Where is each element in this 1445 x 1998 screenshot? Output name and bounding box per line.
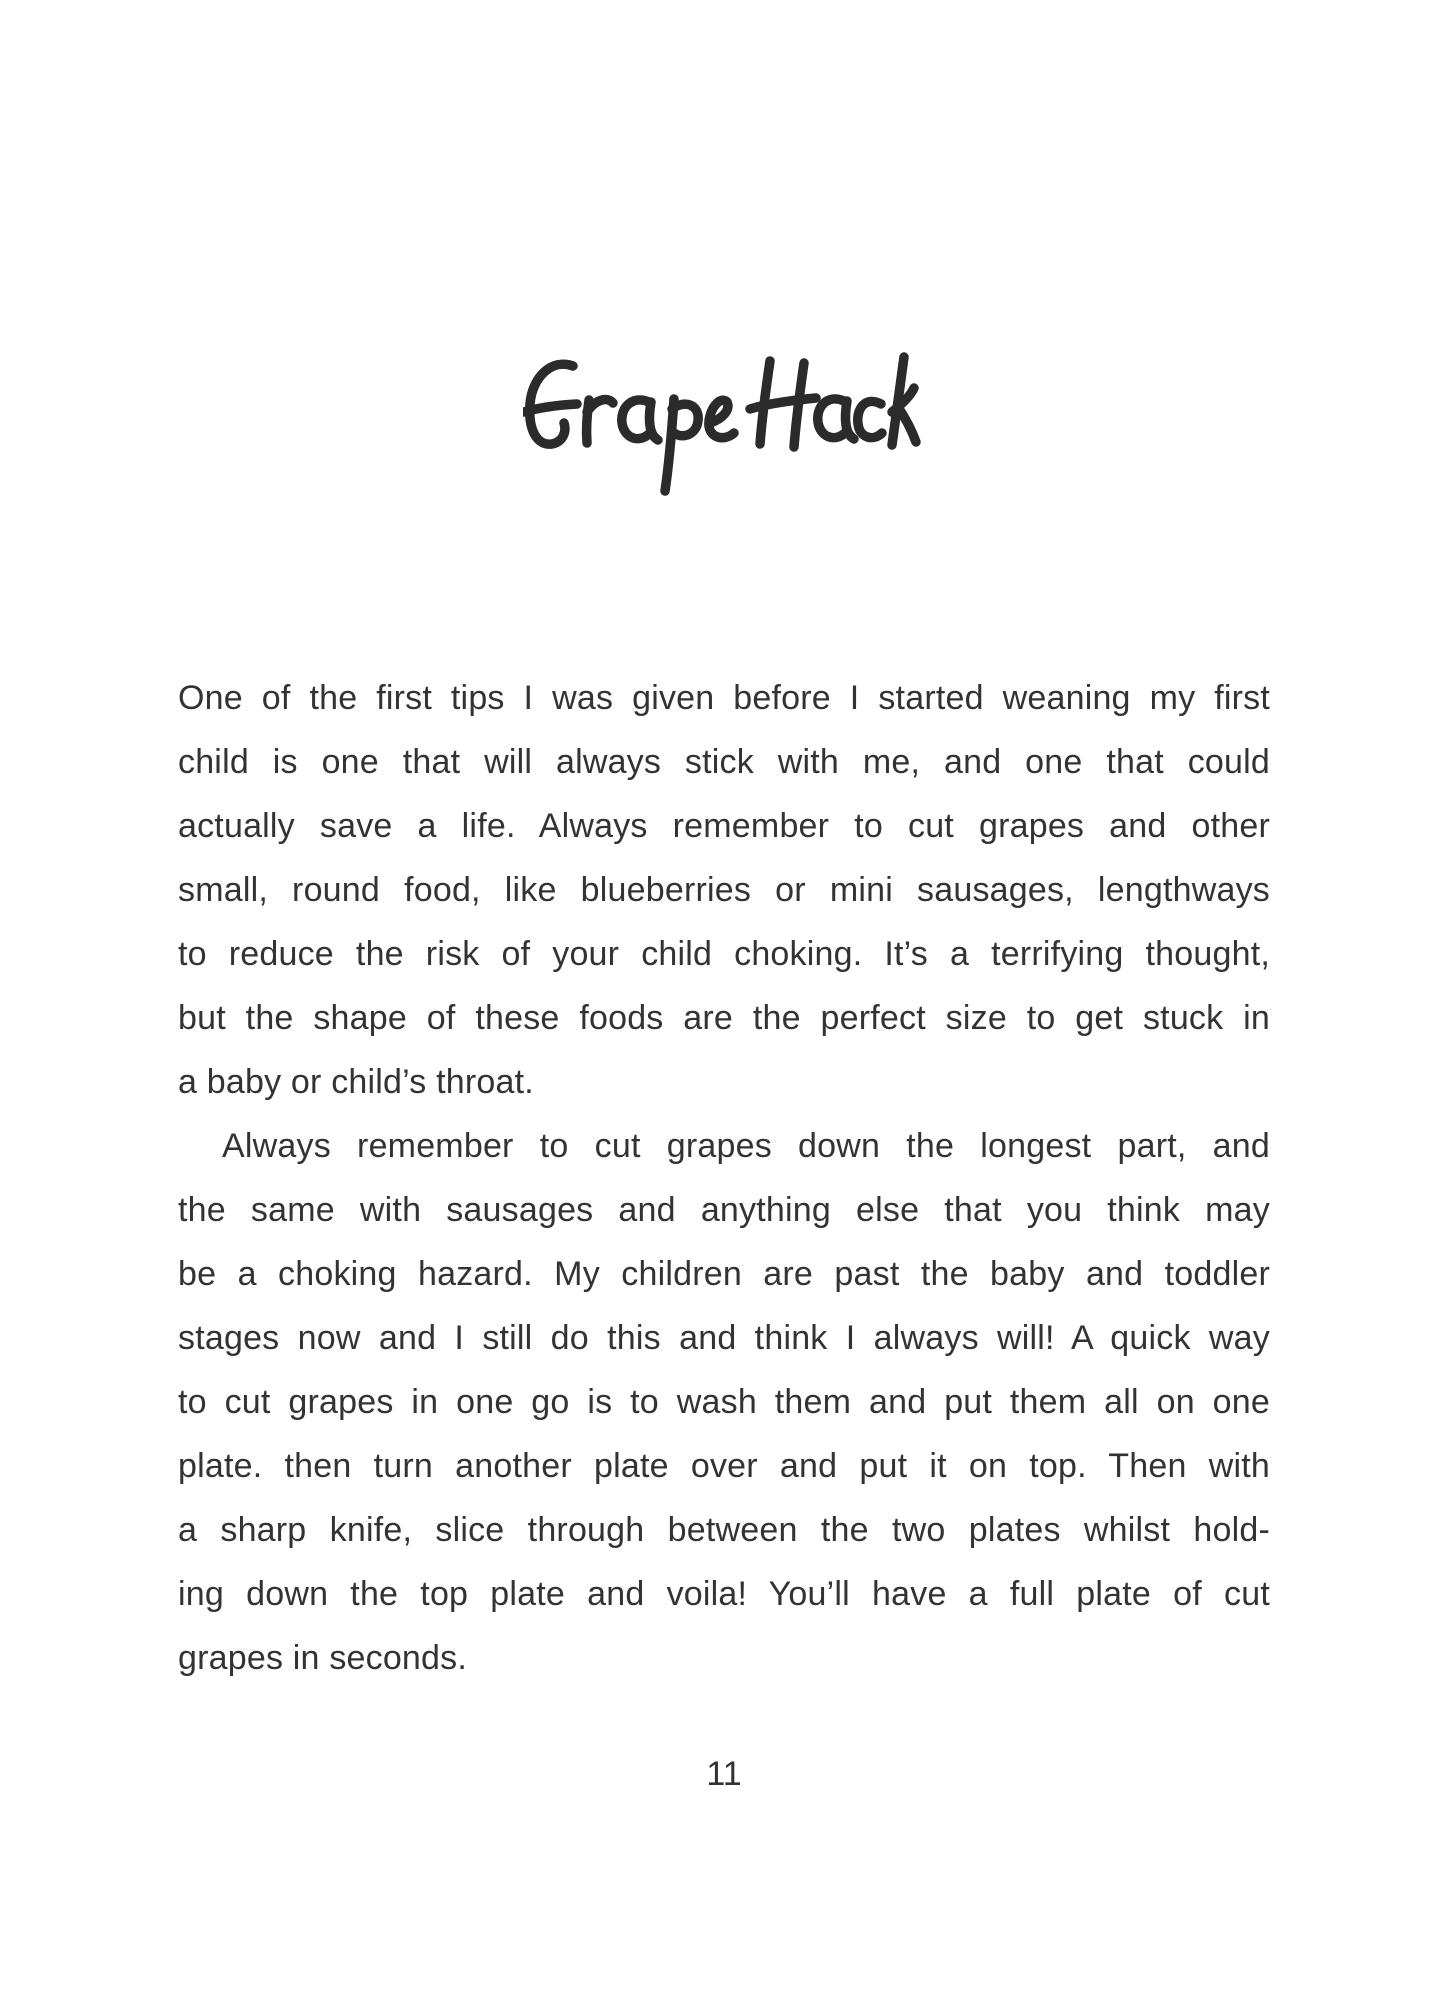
body-text xyxy=(178,666,1270,1690)
chapter-title xyxy=(0,352,1445,502)
text-line: grapes in seconds. xyxy=(178,1639,467,1677)
text-line: the same with sausages and anything else that you think may xyxy=(178,1191,1270,1229)
text-line: plate. then turn another plate over and put it on top. Then with xyxy=(178,1447,1270,1485)
text-line: to cut grapes in one go is to wash them and put them all on one xyxy=(178,1383,1270,1421)
text-line: a sharp knife, slice through between the two plates whilst hold- xyxy=(178,1511,1270,1549)
paragraph-1 xyxy=(178,666,1270,1114)
text-line: be a choking hazard. My children are past the baby and toddler xyxy=(178,1255,1270,1293)
text-line: Always remember to cut grapes down the longest part, and xyxy=(222,1127,1270,1165)
paragraph-2 xyxy=(178,1114,1270,1690)
text-line: stages now and I still do this and think I always will! A quick way xyxy=(178,1319,1270,1357)
text-line: One of the first tips I was given before I started weaning my first xyxy=(178,679,1270,717)
text-line: child is one that will always stick with me, and one that could xyxy=(178,743,1270,781)
text-line: small, round food, like blueberries or mini sausages, lengthways xyxy=(178,871,1270,909)
text-line: to reduce the risk of your child choking. It’s a terrifying thought, xyxy=(178,935,1270,973)
page-number: 11 xyxy=(706,1755,742,1793)
text-line: a baby or child’s throat. xyxy=(178,1063,534,1101)
text-line: actually save a life. Always remember to cut grapes and other xyxy=(178,807,1270,845)
text-line: ing down the top plate and voila! You’ll have a full plate of cut xyxy=(178,1575,1270,1613)
text-line: but the shape of these foods are the perfect size to get stuck in xyxy=(178,999,1270,1037)
chapter-title-handwriting xyxy=(523,352,923,502)
